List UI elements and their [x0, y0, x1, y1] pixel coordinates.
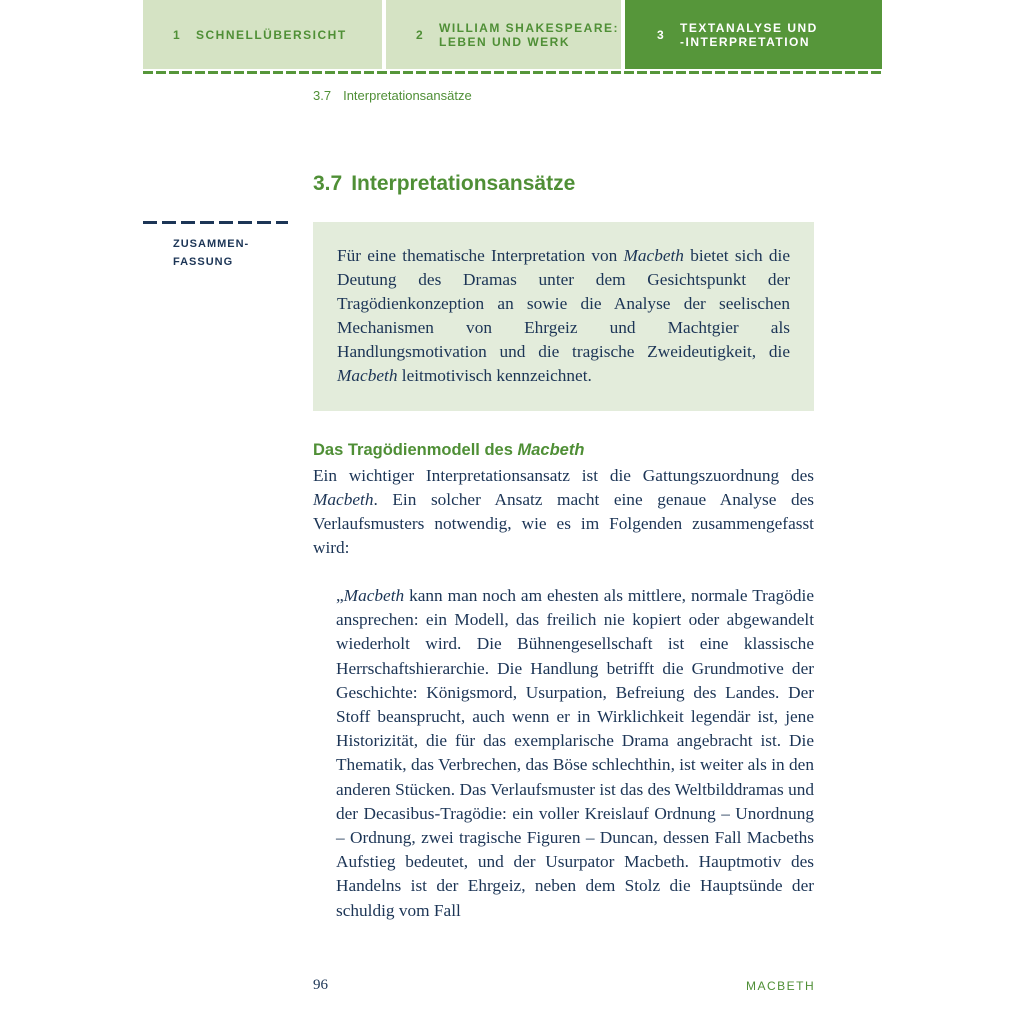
block-quote [336, 584, 814, 923]
margin-note [173, 235, 249, 271]
chapter-tabs [143, 0, 882, 69]
quote-open-mark: „ [336, 586, 344, 605]
margin-dashed-rule [143, 221, 288, 224]
section-title-text: Interpretationsansätze [351, 172, 576, 195]
header-dashed-rule [143, 71, 882, 74]
quote-emphasis: Macbeth [343, 586, 405, 605]
paragraph-text-part: Ein wichtiger Interpretationsansatz ist die Gattungszuordnung des [313, 466, 814, 485]
tab-label-line1: SCHNELLÜBERSICHT [196, 27, 347, 42]
summary-text-part: bietet sich die Deutung des Dramas unter dem Gesichtspunkt der Tragödienkonzeption an sowie die Analyse der seelischen Mechanismen von Ehrgeiz und Machtgier als Handlungsmotivation und die tragische Zweideutigkeit, die [337, 246, 791, 361]
subheading [313, 441, 584, 460]
tab-label-line2: LEBEN UND WERK [439, 34, 570, 49]
summary-text-part: Für eine thematische Interpretation von [337, 246, 624, 265]
tab-leben-und-werk[interactable] [386, 0, 621, 69]
section-number: 3.7 [313, 172, 343, 195]
running-head [313, 88, 472, 103]
tab-label-line2: -INTERPRETATION [680, 34, 811, 49]
summary-box [313, 222, 814, 411]
footer-book-title: MACBETH [746, 979, 816, 993]
tab-label [196, 28, 347, 42]
summary-text-part: leitmotivisch kennzeichnet. [397, 366, 592, 385]
tab-label-line1: TEXTANALYSE UND [680, 20, 818, 35]
subheading-emphasis: Macbeth [517, 441, 585, 459]
section-title [313, 172, 575, 196]
quote-text: kann man noch am ehesten als mittlere, normale Tragödie ansprechen: ein Modell, das freilich nie kopiert oder abgewandelt wiederholt wird. Die Bühnengesellschaft ist eine klassische Herrschaftshierarchie. Die Handlung betrifft die Grundmotive der Geschichte: Königsmord, Usurpation, Befreiung des Landes. Der Stoff beansprucht, auch wenn er in Wirklichkeit legendär ist, jene Historizität, die für das exemplarische Drama angebracht ist. Die Thematik, das Verbrechen, das Böse schlechthin, ist weiter als in den anderen Stücken. Das Verlaufsmuster ist das des Weltbilddramas und der Decasibus-Tragödie: ein voller Kreislauf Ordnung – Unordnung – Ordnung, zwei tragische Figuren – Duncan, dessen Fall Macbeths Aufstieg bedeutet, und der Usurpator Macbeth. Hauptmotiv des Handelns ist der Ehrgeiz, neben dem Stolz die Hauptsünde der schuldig vom Fall [336, 586, 814, 920]
margin-note-line1: ZUSAMMEN- [173, 238, 250, 250]
running-head-number: 3.7 [313, 88, 332, 103]
margin-note-line2: FASSUNG [173, 256, 234, 268]
tab-schnelluebersicht[interactable] [143, 0, 382, 69]
subheading-text: Das Tragödienmodell des [313, 441, 518, 459]
running-head-title: Interpretationsansätze [343, 88, 472, 103]
page-number: 96 [313, 977, 328, 993]
paragraph-emphasis: Macbeth [313, 490, 374, 509]
summary-text [337, 244, 790, 388]
summary-emphasis: Macbeth [623, 246, 684, 265]
tab-label-line1: WILLIAM SHAKESPEARE: [439, 20, 619, 35]
tab-number: 3 [657, 27, 666, 42]
tab-number: 1 [173, 27, 182, 42]
tab-textanalyse-active[interactable] [625, 0, 882, 69]
body-paragraph [313, 464, 814, 560]
paragraph-text-part: . Ein solcher Ansatz macht eine genaue Analyse des Verlaufsmusters notwendig, wie es im Folgenden zusammengefasst wird: [313, 490, 814, 557]
summary-emphasis: Macbeth [337, 366, 398, 385]
tab-label [439, 21, 619, 49]
tab-label [680, 21, 818, 49]
tab-number: 2 [416, 27, 425, 42]
